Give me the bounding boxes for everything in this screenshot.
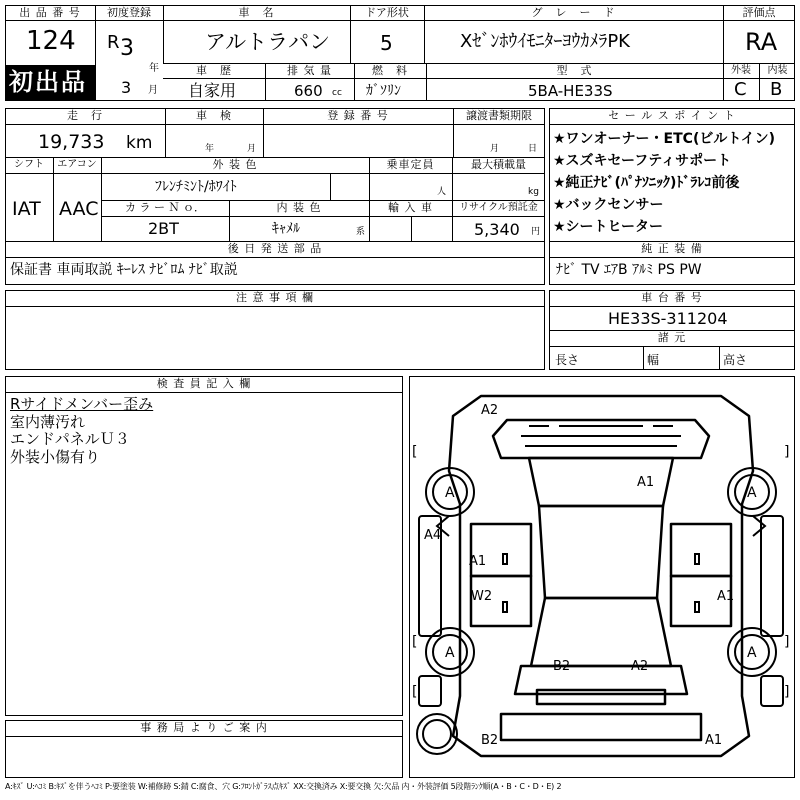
shift: IAT xyxy=(12,198,41,220)
door-label: ドア形状 xyxy=(365,6,409,19)
mark-rear-bumper-right: A1 xyxy=(705,733,723,748)
sales-point-4: ★バックセンサー xyxy=(553,197,664,213)
int-color: ｷｬﾒﾙ xyxy=(272,221,300,237)
caution-label: 注 意 事 項 欄 xyxy=(236,291,314,304)
mark-left-front-door: A1 xyxy=(469,554,487,569)
reg-month: 3 xyxy=(121,78,132,97)
tire-mark-rl: A xyxy=(445,645,455,661)
ac: AAC xyxy=(59,198,99,220)
bracket-mr: ] xyxy=(784,634,790,650)
lot-number: 124 xyxy=(26,26,76,56)
transfer-month-unit: 月 xyxy=(490,144,500,154)
bracket-tl: [ xyxy=(412,444,418,460)
reg-year: 3 xyxy=(120,36,134,61)
int-color-label: 内 装 色 xyxy=(276,201,322,214)
sales-points-label: セ ー ル ス ポ イ ン ト xyxy=(608,109,736,122)
width-label: 幅 xyxy=(647,353,660,367)
era: R xyxy=(107,32,120,53)
int-color-suffix: 系 xyxy=(356,227,366,237)
equipment-label: 純 正 装 備 xyxy=(641,242,703,255)
mileage-label: 走 行 xyxy=(67,109,103,122)
first-reg-label: 初度登録 xyxy=(107,6,151,19)
interior-rating: B xyxy=(770,79,783,100)
mark-left-rear-door: W2 xyxy=(471,589,493,604)
ext-color-label: 外 装 色 xyxy=(212,158,258,171)
office-label: 事 務 局 よ り ご 案 内 xyxy=(140,721,268,734)
inspector-line-1: Rサイドメンバー歪み xyxy=(10,395,154,413)
displacement-label: 排 気 量 xyxy=(287,64,332,77)
inspector-line-3: エンドパネルＵ３ xyxy=(10,430,130,448)
sales-point-5: ★シートヒーター xyxy=(553,219,663,235)
fuel: ｶﾞｿﾘﾝ xyxy=(366,83,401,99)
mark-left-fender: A4 xyxy=(424,528,442,543)
tire-mark-fr: A xyxy=(747,485,757,501)
lot-no-label: 出 品 番 号 xyxy=(19,6,81,19)
grade: XｾﾞﾝﾎｳｲﾓﾆﾀｰﾖｳｶﾒﾗPK xyxy=(460,31,630,52)
roof-outline xyxy=(539,506,663,598)
import-label: 輸 入 車 xyxy=(388,201,433,214)
recycle-amount: 5,340 xyxy=(474,220,520,239)
chassis-number: HE33S-311204 xyxy=(608,309,728,328)
capacity-unit: 人 xyxy=(437,187,447,197)
rating: RA xyxy=(745,28,778,56)
recycle-unit: 円 xyxy=(531,227,541,237)
inspector-label: 検 査 員 記 入 欄 xyxy=(156,377,252,390)
color-no: 2BT xyxy=(148,219,179,238)
color-no-label: カ ラ ー Ｎ ｏ． xyxy=(125,201,205,214)
later-parts-label: 後 日 発 送 部 品 xyxy=(227,242,323,255)
interior-label: 内装 xyxy=(767,65,788,76)
inspector-line-2: 室内薄汚れ xyxy=(10,413,86,431)
exterior-rating: C xyxy=(734,79,747,100)
ac-label: エアコン xyxy=(57,159,97,170)
mark-roof: A1 xyxy=(637,475,655,490)
model: 5BA-HE33S xyxy=(528,82,613,100)
history-label: 車 歴 xyxy=(196,64,232,77)
rating-label: 評価点 xyxy=(742,6,776,19)
inspection-month-unit: 月 xyxy=(247,144,257,154)
bracket-br: ] xyxy=(784,684,790,700)
car-name: アルトラパン xyxy=(205,30,331,54)
load-label: 最大積載量 xyxy=(471,158,526,171)
exterior-label: 外装 xyxy=(731,65,751,76)
chassis-label: 車 台 番 号 xyxy=(641,291,703,304)
right-front-door xyxy=(671,524,731,576)
reg-year-unit: 年 xyxy=(149,63,159,74)
displacement: 660 xyxy=(294,82,323,100)
car-diagram xyxy=(409,376,795,778)
legend: A:ｷｽﾞ U:ﾍｺﾐ B:ｷｽﾞを伴うﾍｺﾐ P:要塗装 W:補修跡 S:錆 C:腐食、穴 G:ﾌﾛﾝﾄｶﾞﾗｽ点ｷｽﾞ XX:交換済み X:要交換 欠:欠品 内・外装評価 5段階ﾗﾝｸ順(A・B・C・D・E) 2 xyxy=(5,782,562,791)
mark-trunk-left: B2 xyxy=(553,659,571,674)
height-label: 高さ xyxy=(723,353,748,367)
fuel-label: 燃 料 xyxy=(372,64,408,77)
inspector-line-4: 外装小傷有り xyxy=(10,448,101,466)
transfer-day-unit: 日 xyxy=(528,144,538,154)
equipment: ﾅﾋﾞ TV ｴｱB ｱﾙﾐ PS PW xyxy=(556,262,702,278)
mark-rear-bumper-left: B2 xyxy=(481,733,499,748)
mark-trunk-right: A2 xyxy=(631,659,649,674)
rear-glass-outline xyxy=(531,598,671,666)
shift-label: シフト xyxy=(14,159,44,170)
reg-month-unit: 月 xyxy=(148,85,158,96)
tire-mark-fl: A xyxy=(445,485,455,501)
door-count: 5 xyxy=(380,31,393,55)
car-name-label: 車 名 xyxy=(238,6,275,19)
inspection-year-unit: 年 xyxy=(205,144,215,154)
mileage: 19,733 xyxy=(38,131,105,153)
load-unit: kg xyxy=(528,187,539,197)
bracket-bl: [ xyxy=(412,684,418,700)
capacity-label: 乗車定員 xyxy=(386,158,435,171)
mark-right-rear-door: A1 xyxy=(717,589,735,604)
inspection-label: 車 検 xyxy=(196,109,232,122)
reg-no-label: 登 録 番 号 xyxy=(327,109,389,122)
transfer-label: 譲渡書類期限 xyxy=(466,109,532,122)
history: 自家用 xyxy=(188,81,237,100)
tire-mark-rr: A xyxy=(747,645,757,661)
sales-point-3: ★純正ﾅﾋﾞ(ﾊﾟﾅｿﾆｯｸ)ﾄﾞﾗﾚｺ前後 xyxy=(553,175,740,191)
displacement-unit: cc xyxy=(332,88,342,98)
sales-point-1: ★ワンオーナー・ETC(ビルトイン) xyxy=(553,131,776,147)
ext-color: ﾌﾚﾝﾁﾐﾝﾄ/ﾎﾜｲﾄ xyxy=(155,179,237,195)
later-parts: 保証書 車両取説 ｷｰﾚｽ ﾅﾋﾞﾛﾑ ﾅﾋﾞ取説 xyxy=(10,262,238,278)
grade-label: グ レ ー ド xyxy=(531,6,616,19)
first-listing-text: 初出品 xyxy=(9,68,87,96)
length-label: 長さ xyxy=(555,353,580,367)
mark-front-bumper: A2 xyxy=(481,403,499,418)
bracket-ml: [ xyxy=(412,634,418,650)
sales-point-2: ★スズキセーフティサポート xyxy=(553,153,732,169)
dims-label: 諸 元 xyxy=(657,331,687,344)
model-label: 型 式 xyxy=(556,64,593,77)
recycle-label: リサイクル預託金 xyxy=(459,202,538,213)
rear-bumper-outline xyxy=(501,714,701,740)
mileage-unit: km xyxy=(126,133,153,153)
bracket-tr: ] xyxy=(784,444,790,460)
